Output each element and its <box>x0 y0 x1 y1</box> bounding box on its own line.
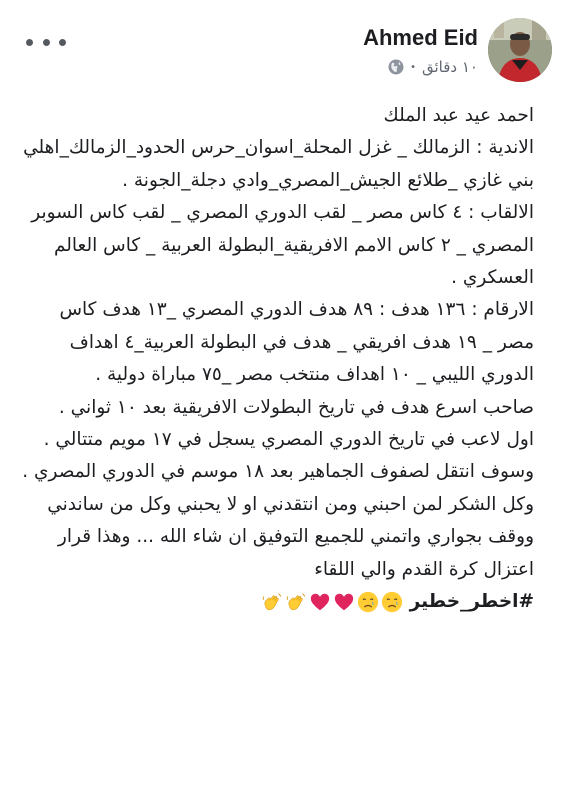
waving-hand-icon <box>261 591 283 613</box>
post-meta <box>363 58 478 76</box>
hashtag-link[interactable]: #اخطر_خطير <box>409 591 534 613</box>
author-name[interactable]: Ahmed Eid <box>363 25 478 50</box>
post-paragraph: الارقام : ١٣٦ هدف : ٨٩ هدف الدوري المصري _١٣ هدف كاس مصر _ ١٩ هدف افريقي _ هدف في البطولة العربية_٤ اهداف الدوري الليبي _ ١٠ اهداف منتخب مصر _٧٥ مباراة دولية . <box>59 299 534 386</box>
author-block <box>363 24 478 76</box>
post-paragraph: اول لاعب في تاريخ الدوري المصري يسجل في ١٧ مويم متتالي . <box>43 429 534 451</box>
hashtag-line <box>18 586 534 618</box>
post-paragraph: احمد عيد عبد الملك <box>383 105 534 126</box>
red-heart-icon <box>333 591 355 613</box>
post-header <box>0 18 566 88</box>
red-heart-icon <box>309 591 331 613</box>
meta-separator: • <box>410 61 416 73</box>
crying-face-icon <box>381 591 403 613</box>
crying-face-icon <box>357 591 379 613</box>
post-paragraph: وسوف انتقل لصفوف الجماهير بعد ١٨ موسم في الدوري المصري . <box>22 461 534 483</box>
globe-icon[interactable] <box>388 59 404 75</box>
waving-hand-icon <box>285 591 307 613</box>
post-body <box>18 100 534 619</box>
emoji-row <box>260 591 404 612</box>
avatar-photo <box>488 18 552 82</box>
more-options-icon-dot-2 <box>43 39 50 46</box>
post-time[interactable]: ١٠ دقائق <box>422 58 478 76</box>
more-options-icon-dot-3 <box>59 39 66 46</box>
more-options-icon <box>26 39 33 46</box>
post-paragraph: صاحب اسرع هدف في تاريخ البطولات الافريقية بعد ١٠ ثواني . <box>58 396 534 418</box>
post-paragraph: الاندية : الزمالك _ غزل المحلة_اسوان_حرس الحدود_الزمالك_اهلي بني غازي _طلائع الجيش_المصري_وادي دجلة_الجونة . <box>23 137 534 191</box>
more-options-button[interactable] <box>26 32 66 52</box>
post-paragraph: وكل الشكر لمن احبني ومن انتقدني او لا يحبني وكل من ساندني ووقف بجواري واتمني للجميع التوفيق ان شاء الله ... وهذا قرار اعتزال كرة القدم والي اللقاء <box>47 493 534 580</box>
post-paragraph: الالقاب : ٤ كاس مصر _ لقب الدوري المصري _ لقب كاس السوبر المصري _ ٢ كاس الامم الافريقية_البطولة العربية _ كاس العالم العسكري . <box>31 202 534 289</box>
avatar[interactable] <box>488 18 552 82</box>
